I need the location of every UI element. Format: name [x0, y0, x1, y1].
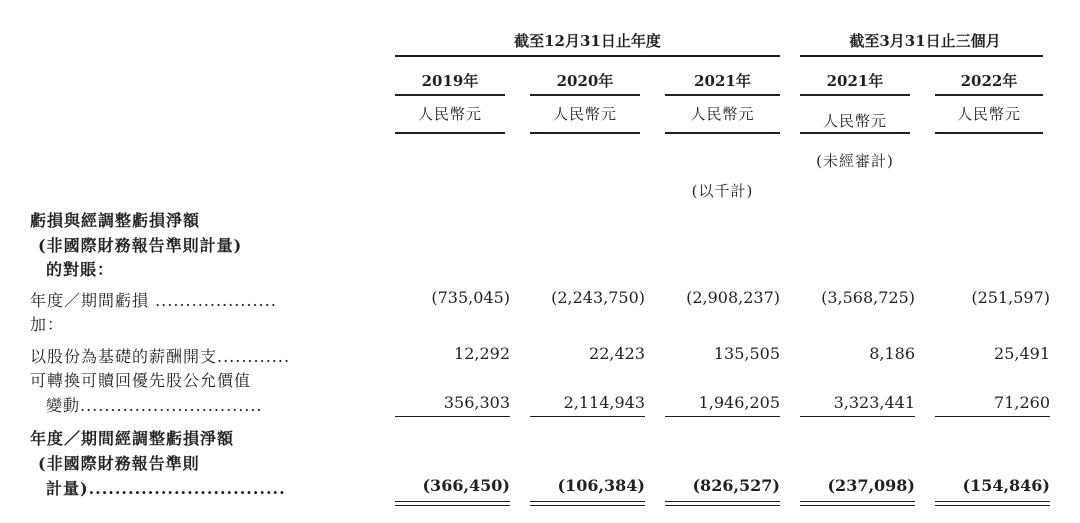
sbc-2022-q1: 25,491 [994, 344, 1050, 363]
unaudited-note: (未經審計) [816, 152, 894, 170]
fv-change-2020: 2,114,943 [563, 393, 645, 412]
adjusted-2021: (826,527) [692, 476, 780, 495]
subtotal-rule-1 [395, 416, 510, 417]
total-rule-top-4 [800, 501, 915, 502]
row-label-adjusted-line2: (非國際財務報告準則 [38, 454, 200, 473]
row-label-adjusted-line1: 年度／期間經調整虧損淨額 [30, 429, 235, 448]
currency-rule-4 [800, 132, 910, 134]
total-rule-bottom-3 [665, 505, 780, 506]
total-rule-top-2 [530, 501, 645, 502]
row-label-fv-change-line1: 可轉換可贖回優先股公允價值 [30, 371, 252, 390]
fv-change-2021-q1: 3,323,441 [833, 393, 915, 412]
currency-rule-3 [665, 132, 780, 134]
adjusted-2021-q1: (237,098) [827, 476, 915, 495]
year-rule-3 [665, 94, 780, 96]
currency-header-2: 人民幣元 [552, 105, 617, 123]
currency-header-5: 人民幣元 [956, 105, 1021, 123]
fv-change-2019: 356,303 [443, 393, 510, 412]
year-header-2020: 2020年 [556, 72, 614, 90]
sbc-2021: 135,505 [713, 344, 780, 363]
adjusted-2019: (366,450) [422, 476, 510, 495]
net-loss-2022-q1: (251,597) [971, 288, 1050, 307]
adjusted-2020: (106,384) [557, 476, 645, 495]
group-title-year-ended: 截至12月31日止年度 [514, 32, 661, 50]
row-label-fv-change-line2: 變動.............................. [46, 396, 263, 415]
year-header-2019: 2019年 [421, 72, 479, 90]
subtotal-rule-5 [935, 416, 1050, 417]
section-title-line2: (非國際財務報告準則計量) [38, 236, 243, 255]
section-title-line3: 的對賬： [46, 260, 115, 279]
net-loss-2020: (2,243,750) [551, 288, 645, 307]
subtotal-rule-2 [530, 416, 645, 417]
net-loss-2021: (2,908,237) [686, 288, 780, 307]
total-rule-top-3 [665, 501, 780, 502]
year-rule-4 [800, 94, 910, 96]
net-loss-2021-q1: (3,568,725) [821, 288, 915, 307]
year-header-2021: 2021年 [694, 72, 751, 90]
total-rule-bottom-1 [395, 505, 510, 506]
total-rule-bottom-5 [935, 505, 1050, 506]
year-header-2021-q1: 2021年 [826, 72, 884, 90]
currency-rule-1 [395, 132, 505, 134]
fv-change-2021: 1,946,205 [698, 393, 780, 412]
year-rule-1 [395, 94, 505, 96]
total-rule-top-1 [395, 501, 510, 502]
adjusted-2022-q1: (154,846) [962, 476, 1050, 495]
currency-rule-5 [935, 132, 1043, 134]
sbc-2021-q1: 8,186 [869, 344, 915, 363]
total-rule-bottom-4 [800, 505, 915, 506]
row-label-adjusted-line3: 計量).............................. [46, 479, 286, 498]
sbc-2019: 12,292 [454, 344, 510, 363]
sbc-2020: 22,423 [589, 344, 645, 363]
total-rule-bottom-2 [530, 505, 645, 506]
subtotal-rule-4 [800, 416, 915, 417]
fv-change-2022-q1: 71,260 [994, 393, 1050, 412]
year-rule-2 [530, 94, 640, 96]
year-header-2022-q1: 2022年 [960, 72, 1018, 90]
group2-rule [800, 55, 1043, 57]
row-label-net-loss: 年度／期間虧損 .................... [30, 291, 277, 310]
subtotal-rule-3 [665, 416, 780, 417]
currency-header-4: 人民幣元 [822, 112, 887, 130]
group-title-three-months: 截至3月31日止三個月 [849, 32, 1001, 50]
unit-note: (以千計) [691, 182, 754, 200]
row-label-add: 加： [30, 315, 65, 334]
year-rule-5 [935, 94, 1043, 96]
group1-rule [395, 55, 780, 57]
total-rule-top-5 [935, 501, 1050, 502]
section-title-line1: 虧損與經調整虧損淨額 [30, 211, 201, 230]
currency-header-1: 人民幣元 [417, 105, 482, 123]
row-label-sbc: 以股份為基礎的薪酬開支............ [30, 347, 291, 366]
currency-header-3: 人民幣元 [690, 105, 755, 123]
currency-rule-2 [530, 132, 640, 134]
net-loss-2019: (735,045) [431, 288, 510, 307]
